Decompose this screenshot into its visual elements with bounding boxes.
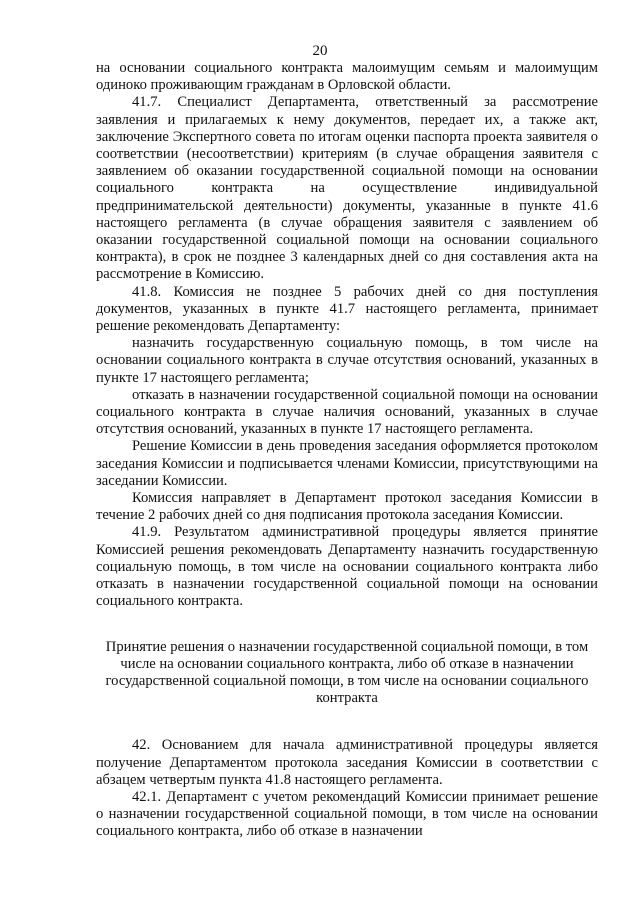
paragraph: Решение Комиссии в день проведения заседания оформляется протоколом заседания Комиссии и подписывается членами Комиссии, присутствующими на заседании Комиссии. (96, 438, 598, 489)
page-number: 20 (312, 43, 328, 59)
paragraph: на основании социального контракта малоимущим семьям и малоимущим одиноко проживающим гражданам в Орловской области. (96, 60, 598, 94)
paragraph: Комиссия направляет в Департамент протокол заседания Комиссии в течение 2 рабочих дней со дня подписания протокола заседания Комиссии. (96, 490, 598, 524)
paragraph: назначить государственную социальную помощь, в том числе на основании социального контракта в случае отсутствия оснований, указанных в пункте 17 настоящего регламента; (96, 335, 598, 386)
document-body (96, 60, 598, 841)
paragraph-41-7: 41.7. Специалист Департамента, ответственный за рассмотрение заявления и прилагаемых к нему документов, передает их, а также акт, заключение Экспертного совета по итогам оценки паспорта проекта заявителя о соответствии (несоответствии) критериям (в случае обращения заявителя с заявлением об оказании государственной социальной помощи на основании социального контракта на осуществление индивидуальной предпринимательской деятельности) документы, указанные в пункте 41.6 настоящего регламента (в случае обращения заявителя с заявлением об оказании государственной социальной помощи на основании социального контракта), в срок не позднее 3 календарных дней со дня составления акта на рассмотрение в Комиссию. (96, 94, 598, 283)
paragraph-41-8: 41.8. Комиссия не позднее 5 рабочих дней со дня поступления документов, указанных в пункте 41.7 настоящего регламента, принимает решение рекомендовать Департаменту: (96, 283, 598, 335)
section-heading-text: Принятие решения о назначении государственной социальной помощи, в том числе на основании социального контракта, либо об отказе в назначении государственной социальной помощи, в том числе на основании социального контракта (105, 638, 589, 707)
section-heading (96, 639, 598, 708)
paragraph-41-9: 41.9. Результатом административной процедуры является принятие Комиссией решения рекомендовать Департаменту назначить государственную социальную помощь, в том числе на основании социального контракта либо отказать в назначении государственной социальной помощи на основании социального контракта. (96, 524, 598, 610)
paragraph: отказать в назначении государственной социальной помощи на основании социального контракта в случае наличия оснований, указанных в случае отсутствия оснований, указанных в пункте 17 настоящего регламента. (96, 386, 598, 438)
paragraph-42: 42. Основанием для начала административной процедуры является получение Департаментом протокола заседания Комиссии в соответствии с абзацем четвертым пункта 41.8 настоящего регламента. (96, 737, 598, 788)
paragraph-42-1: 42.1. Департамент с учетом рекомендаций Комиссии принимает решение о назначении государственной социальной помощи, в том числе на основании социального контракта, либо об отказе в назначении (96, 788, 598, 840)
section-body (96, 737, 598, 840)
